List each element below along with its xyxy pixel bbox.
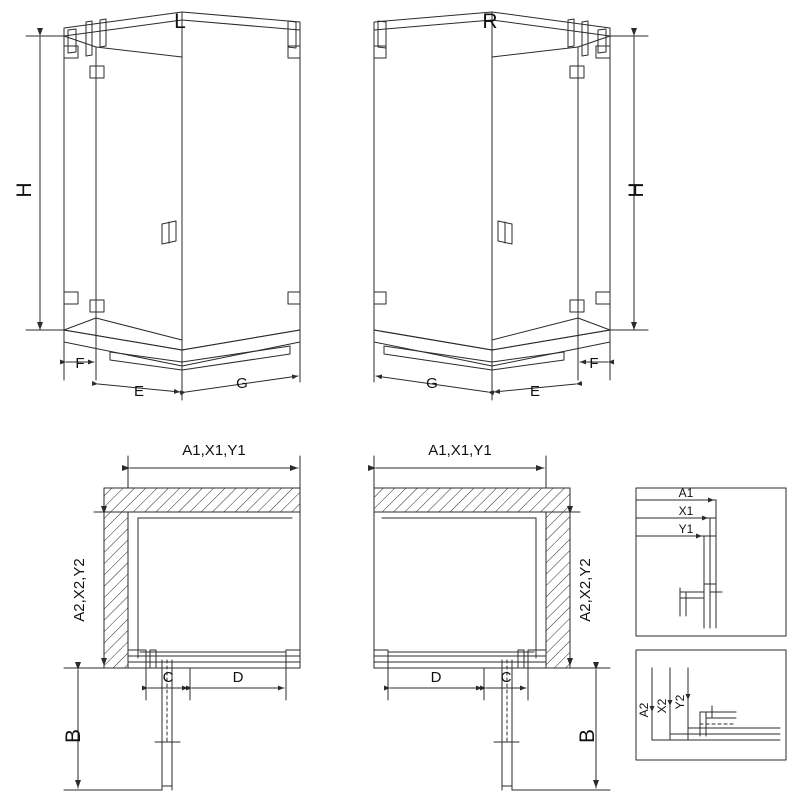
detail-dim-y1: Y1 xyxy=(678,522,694,536)
view-perspective-left xyxy=(26,12,300,400)
label-handing-right: R xyxy=(482,10,498,33)
detail-dim-a1: A1 xyxy=(678,486,694,500)
dim-f-left: F xyxy=(75,355,85,372)
view-perspective-right xyxy=(374,12,648,400)
dim-c-right: C xyxy=(500,669,512,686)
dim-a2x2y2-left: A2,X2,Y2 xyxy=(71,558,88,622)
dim-a1x1y1-right: A1,X1,Y1 xyxy=(428,442,492,459)
dim-b-right: B xyxy=(576,728,599,744)
dim-d-left: D xyxy=(232,669,244,686)
dim-d-right: D xyxy=(430,669,442,686)
dim-e-right: E xyxy=(529,383,541,400)
dim-f-right: F xyxy=(589,355,599,372)
detail-dim-y2: Y2 xyxy=(673,694,687,710)
dim-c-left: C xyxy=(162,669,174,686)
dim-g-left: G xyxy=(236,375,248,392)
dim-h-left: H xyxy=(13,182,36,198)
dim-a1x1y1-left: A1,X1,Y1 xyxy=(182,442,246,459)
view-detail-top xyxy=(636,488,786,636)
view-plan-left xyxy=(64,456,300,790)
view-plan-right xyxy=(374,456,610,790)
dim-b-left: B xyxy=(62,728,85,744)
detail-dim-a2: A2 xyxy=(637,702,651,718)
label-handing-left: L xyxy=(174,10,186,33)
dim-a2x2y2-right: A2,X2,Y2 xyxy=(577,558,594,622)
dim-g-right: G xyxy=(426,375,438,392)
dim-e-left: E xyxy=(133,383,145,400)
detail-dim-x1: X1 xyxy=(678,504,694,518)
dim-h-right: H xyxy=(625,182,648,198)
detail-dim-x2: X2 xyxy=(655,698,669,714)
